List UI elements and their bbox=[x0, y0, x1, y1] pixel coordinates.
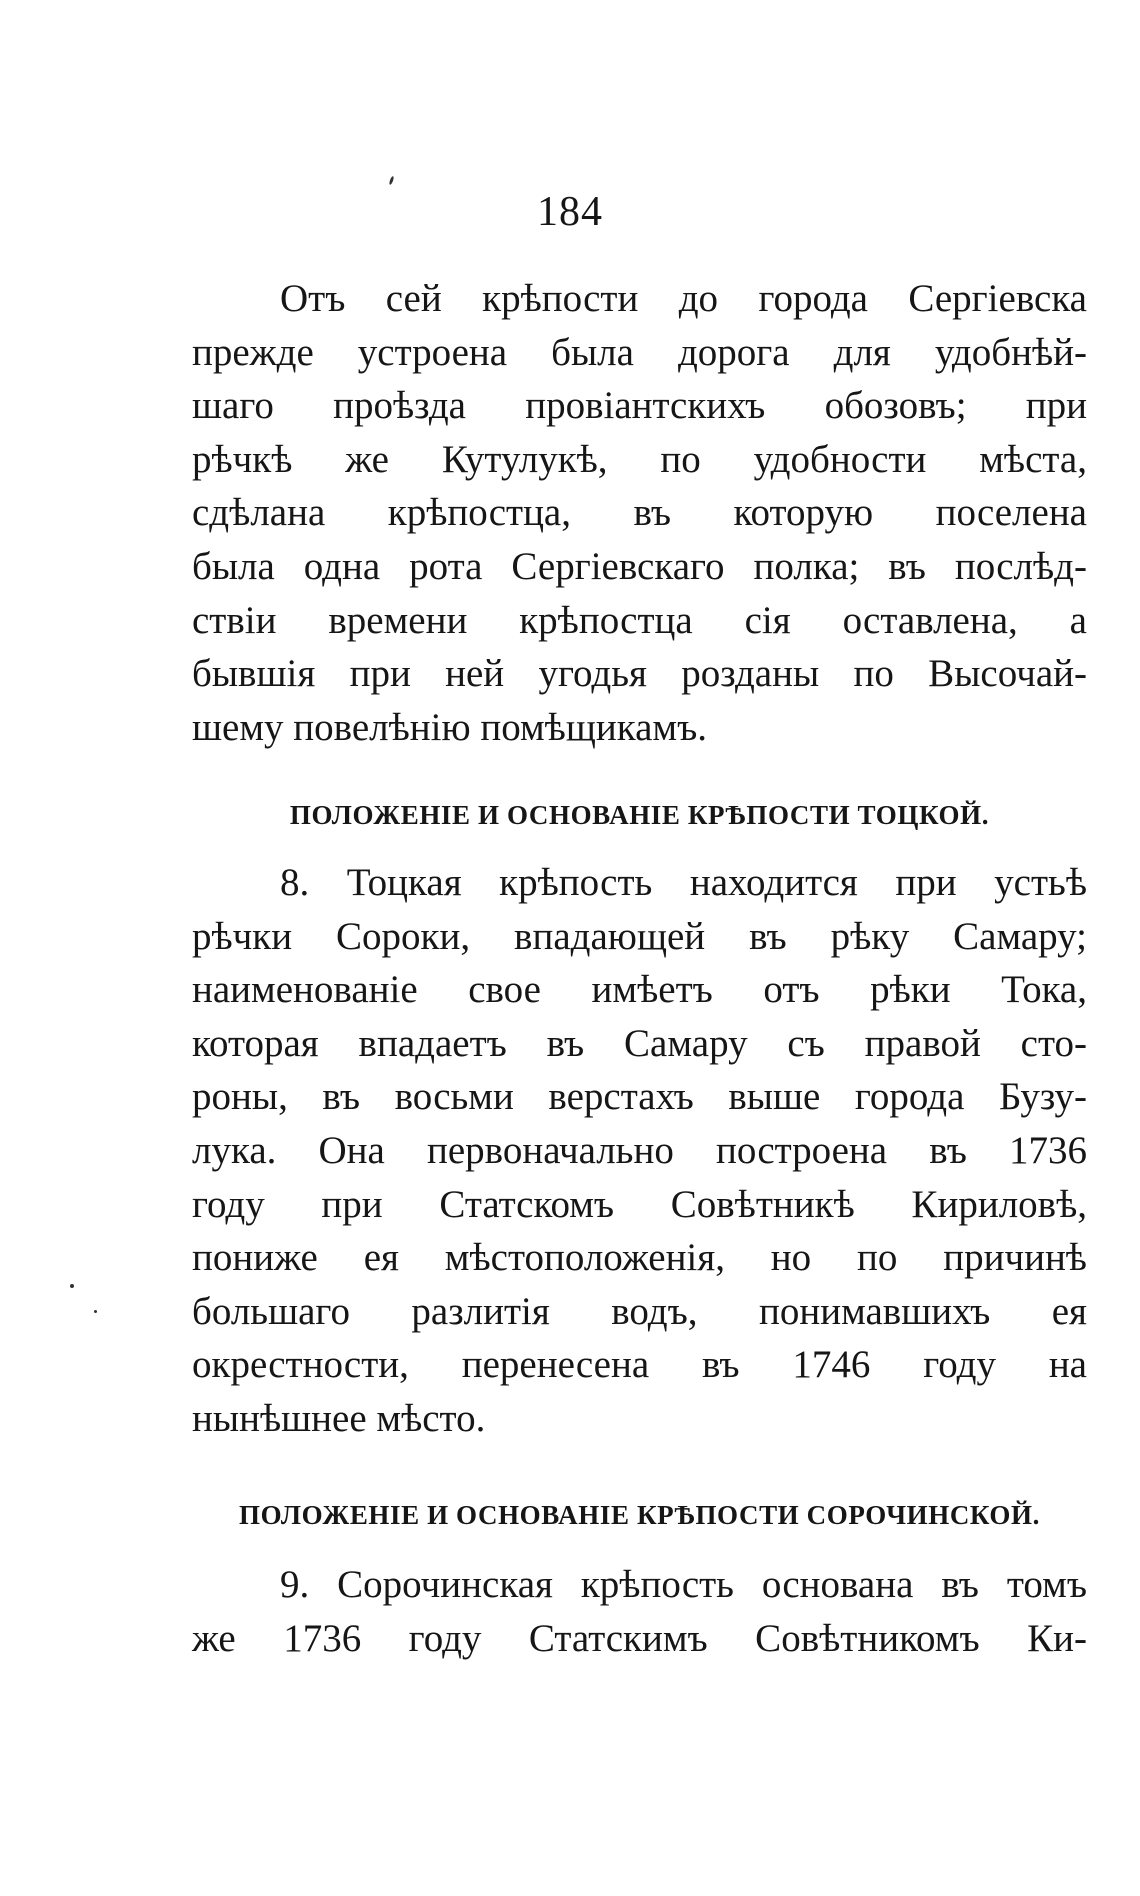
section-heading: ПОЛОЖЕНІЕ И ОСНОВАНІЕ КРѢПОСТИ ТОЦКОЙ. bbox=[289, 800, 990, 830]
text-line: прежде устроена была дорога для удобнѣй- bbox=[192, 330, 1087, 374]
paragraph-2 bbox=[192, 856, 1087, 1446]
paragraph-3 bbox=[192, 1558, 1087, 1665]
text-line: году при Статскомъ Совѣтникѣ Кириловѣ, bbox=[192, 1182, 1087, 1226]
scan-speck bbox=[94, 1310, 97, 1313]
text-line: Отъ сей крѣпости до города Сергіевска bbox=[280, 277, 1087, 320]
text-line: была одна рота Сергіевскаго полка; въ послѣд- bbox=[192, 544, 1087, 588]
text-line: шаго проѣзда провіантскихъ обозовъ; при bbox=[192, 384, 1087, 428]
text-line: окрестности, перенесена въ 1746 году на bbox=[192, 1343, 1087, 1387]
text-line: нынѣшнее мѣсто. bbox=[192, 1396, 486, 1440]
text-line: сдѣлана крѣпостца, въ которую поселена bbox=[192, 491, 1087, 535]
text-line: бывшія при ней угодья розданы по Высочай- bbox=[192, 652, 1087, 696]
page-number: 184 bbox=[537, 189, 603, 235]
section-heading: ПОЛОЖЕНІЕ И ОСНОВАНІЕ КРѢПОСТИ СОРОЧИНСКОЙ. bbox=[239, 1500, 1040, 1530]
text-line: шему повелѣнію помѣщикамъ. bbox=[192, 705, 708, 749]
text-line: рѣчкѣ же Кутулукѣ, по удобности мѣста, bbox=[192, 437, 1087, 481]
text-line: 8. Тоцкая крѣпость находится при устьѣ bbox=[280, 861, 1087, 904]
scan-speck bbox=[389, 176, 395, 185]
text-line: ствіи времени крѣпостца сія оставлена, а bbox=[192, 598, 1087, 642]
paragraph-1 bbox=[192, 272, 1087, 754]
text-line: которая впадаетъ въ Самару съ правой сто- bbox=[192, 1021, 1087, 1065]
text-line: пониже ея мѣстоположенія, но по причинѣ bbox=[192, 1236, 1087, 1280]
text-line: рѣчки Сороки, впадающей въ рѣку Самару; bbox=[192, 914, 1087, 958]
text-line: большаго разлитія водъ, понимавшихъ ея bbox=[192, 1289, 1087, 1333]
text-line: роны, въ восьми верстахъ выше города Бузу- bbox=[192, 1075, 1087, 1119]
text-line: же 1736 году Статскимъ Совѣтникомъ Ки- bbox=[192, 1616, 1087, 1660]
scan-speck bbox=[70, 1284, 74, 1288]
text-line: наименованіе свое имѣетъ отъ рѣки Тока, bbox=[192, 968, 1087, 1012]
text-line: 9. Сорочинская крѣпость основана въ томъ bbox=[280, 1563, 1087, 1606]
text-line: лука. Она первоначально построена въ 1736 bbox=[192, 1128, 1087, 1172]
